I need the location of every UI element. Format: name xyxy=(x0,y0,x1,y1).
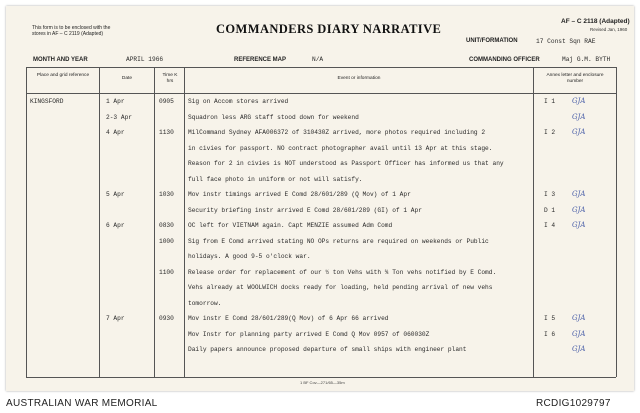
row-place: KINGSFORD xyxy=(30,98,64,105)
row-date: 5 Apr xyxy=(106,191,125,198)
row-annex: I 6 xyxy=(544,330,556,338)
unit-value: 17 Const Sqn RAE xyxy=(536,38,596,45)
row-time: 1000 xyxy=(159,237,174,245)
row-event: tomorrow. xyxy=(188,299,222,307)
row-date: 4 Apr xyxy=(106,129,125,136)
row-time: 1130 xyxy=(159,129,174,136)
col-header-date: Date xyxy=(121,76,133,81)
month-year-value: APRIL 1966 xyxy=(126,56,164,63)
row-annex: I 4 xyxy=(544,222,556,229)
caption-left: AUSTRALIAN WAR MEMORIAL xyxy=(6,398,158,409)
row-annex: I 2 xyxy=(544,129,556,136)
col-rule-place xyxy=(99,67,100,377)
unit-label: UNIT/FORMATION xyxy=(466,38,518,44)
col-rule-time xyxy=(184,67,185,377)
caption-right: RCDIG1029797 xyxy=(536,398,611,409)
row-time: 0905 xyxy=(159,98,174,105)
row-event: Daily papers announce proposed departure of small ships with engineer plant xyxy=(188,346,467,353)
col-header-annex: Annex letter and enclosure number xyxy=(546,73,604,84)
row-event: in civies for passport. NO contract photographer avail until 13 Apr at this stage. xyxy=(188,144,493,152)
row-event: OC left for VIETNAM again. Capt MENZIE assumed Adm Comd xyxy=(188,222,393,229)
co-label: COMMANDING OFFICER xyxy=(469,57,540,63)
row-initials: GJA xyxy=(572,205,586,214)
row-date: 2-3 Apr xyxy=(106,113,132,121)
row-event: Sig on Accom stores arrived xyxy=(188,98,289,105)
month-year-label: MONTH AND YEAR xyxy=(33,57,88,63)
header-bottom-rule xyxy=(26,93,616,94)
row-annex: D 1 xyxy=(544,206,556,214)
col-rule-date xyxy=(154,67,155,377)
row-annex: I 3 xyxy=(544,191,556,198)
ref-map-label: REFERENCE MAP xyxy=(234,57,287,63)
row-time: 1100 xyxy=(159,268,174,276)
row-annex: I 1 xyxy=(544,98,556,105)
row-event: Reason for 2 in civies is NOT understood as Passport Officer has informed us that any xyxy=(188,160,504,167)
ref-map-value: N/A xyxy=(312,56,324,63)
enclosure-note: This form is to be enclosed with the stores in AF – C 2119 (Adapted) xyxy=(32,25,111,37)
row-event: Security briefing instr arrived E Comd 28/601/289 (GI) of 1 Apr xyxy=(188,206,422,214)
col-rule-right xyxy=(616,67,617,377)
table-top-rule xyxy=(26,67,616,68)
row-initials: GJA xyxy=(572,128,586,136)
row-event: Sig from E Comd arrived stating NO OPs returns are required on weekends or Public xyxy=(188,237,489,245)
row-initials: GJA xyxy=(572,112,586,121)
printer-imprint: 1 BF Cov—271/65—35m xyxy=(300,380,345,385)
row-event: Mov instr E Comd 28/601/289(Q Mov) of 6 Apr 66 arrived xyxy=(188,315,389,322)
row-time: 1030 xyxy=(159,191,174,198)
col-header-time: Time K hrs xyxy=(162,73,178,84)
page-title: COMMANDERS DIARY NARRATIVE xyxy=(216,22,442,36)
col-rule-event xyxy=(533,67,534,377)
row-event: Mov instr timings arrived E Comd 28/601/289 (Q Mov) of 1 Apr xyxy=(188,191,411,198)
row-time: 0930 xyxy=(159,315,174,322)
table-bottom-rule xyxy=(26,377,616,378)
row-event: Squadron less ARG staff stood down for weekend xyxy=(188,113,359,121)
col-header-place: Place and grid reference xyxy=(36,73,90,78)
row-date: 6 Apr xyxy=(106,222,125,229)
row-event: Mov Instr for planning party arrived E Comd Q Mov 0957 of 060030Z xyxy=(188,330,430,338)
col-header-event: Event or information xyxy=(337,76,381,81)
row-initials: GJA xyxy=(572,329,586,338)
row-initials: GJA xyxy=(572,345,586,353)
row-event: Vehs already at WOOLWICH docks ready for loading, held pending arrival of new vehs xyxy=(188,284,493,291)
row-date: 7 Apr xyxy=(106,315,125,322)
row-time: 0830 xyxy=(159,222,174,229)
row-event: full face photo in uniform or not will satisfy. xyxy=(188,175,363,183)
co-value: Maj G.M. BYTH xyxy=(562,56,611,63)
col-rule-left xyxy=(26,67,27,377)
diary-sheet xyxy=(6,6,634,391)
row-annex: I 5 xyxy=(544,315,556,322)
row-event: Release order for replacement of our ½ ton Vehs with ¾ Ton vehs notified by E Comd. xyxy=(188,268,497,276)
row-initials: GJA xyxy=(572,97,586,105)
row-initials: GJA xyxy=(572,190,586,198)
row-event: holidays. A good 9-5 o'clock war. xyxy=(188,253,311,260)
row-initials: GJA xyxy=(572,314,586,322)
row-initials: GJA xyxy=(572,221,586,229)
form-id: AF – C 2118 (Adapted) xyxy=(561,18,630,25)
row-date: 1 Apr xyxy=(106,98,125,105)
row-event: MilCommand Sydney AFA006372 of 310430Z arrived, more photos required including 2 xyxy=(188,129,486,136)
form-revised: Revised Jan, 1960 xyxy=(590,27,628,32)
